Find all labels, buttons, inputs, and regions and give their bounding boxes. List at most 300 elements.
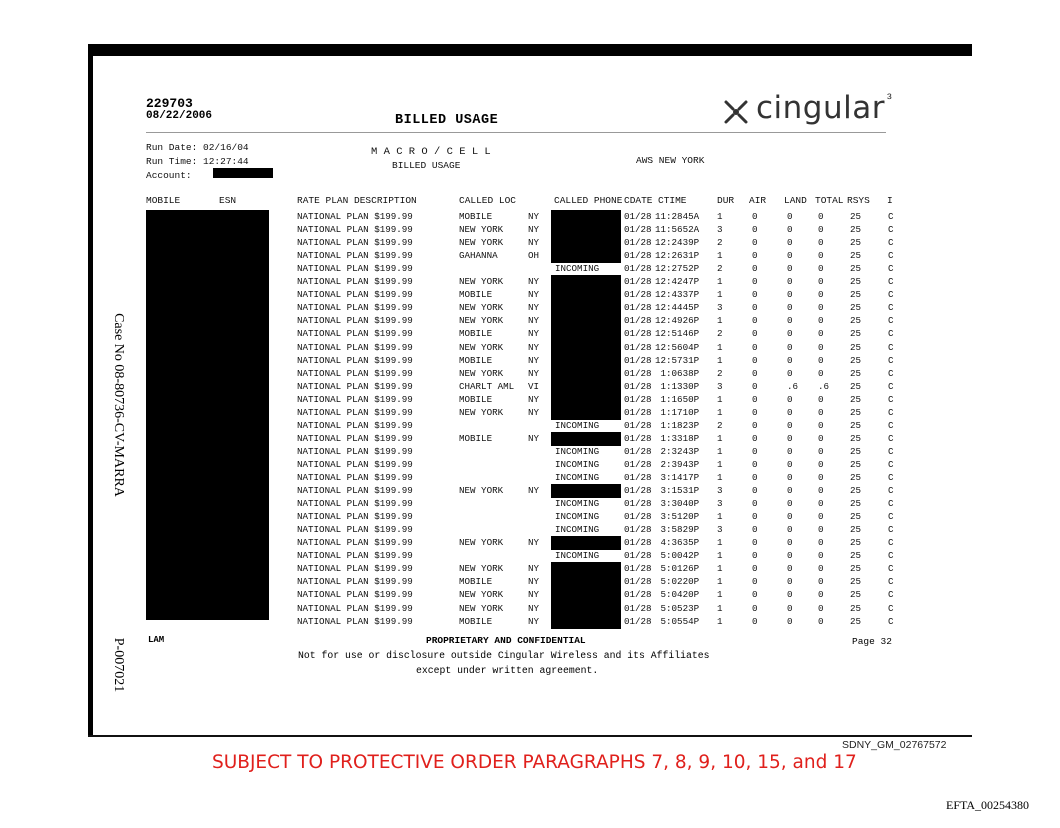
cell-dur: 1 [717,511,723,523]
cell-i: C [888,576,894,588]
cell-dur: 1 [717,406,723,418]
cell-rsys: 25 [850,211,862,222]
cell-dur: 1 [717,432,723,444]
cell-cdate: 01/28 [624,367,652,379]
cell-ctime: 12:2439P [655,237,700,249]
cell-dur: 1 [717,445,723,457]
cell-i: C [888,263,894,275]
cell-rsys: 25 [850,498,862,510]
cell-called-state: NY [528,237,540,249]
efta-number: EFTA_00254380 [946,798,1030,812]
cell-rate-plan: NATIONAL PLAN $199.99 [297,380,413,392]
cell-ctime: 1:1650P [655,393,700,405]
cell-land: 0 [787,615,793,627]
cell-land: 0 [787,354,793,366]
cell-called-loc: NEW YORK [459,367,504,379]
cell-cdate: 01/28 [624,393,652,405]
cell-cdate: 01/28 [624,237,652,249]
cell-ctime: 12:5146P [655,328,700,340]
cell-ctime: 3:1417P [655,472,700,483]
document-title: BILLED USAGE [395,113,499,128]
cell-ctime: 5:0420P [655,589,700,601]
cell-dur: 1 [717,472,723,483]
cell-air: 0 [752,445,758,457]
cell-rsys: 25 [850,237,862,249]
cell-called-loc: NEW YORK [459,406,504,418]
cell-ctime: 3:5120P [655,511,700,523]
cell-i: C [888,237,894,249]
cell-called-loc: NEW YORK [459,602,504,614]
cell-called-state: NY [528,537,540,549]
cell-land: 0 [787,211,793,222]
cell-land: 0 [787,250,793,262]
cell-rsys: 25 [850,432,862,444]
cell-land: 0 [787,328,793,340]
cell-ctime: 12:5604P [655,341,700,353]
called-phone-redaction [551,484,621,498]
cell-rsys: 25 [850,341,862,353]
cell-ctime: 3:5829P [655,524,700,536]
cell-cdate: 01/28 [624,602,652,614]
cell-air: 0 [752,250,758,262]
col-total: TOTAL [815,195,844,206]
cell-rsys: 25 [850,250,862,262]
cell-dur: 1 [717,615,723,627]
cell-rsys: 25 [850,276,862,288]
cell-rsys: 25 [850,458,862,470]
called-phone-redaction [551,314,621,328]
cell-called-state: NY [528,354,540,366]
cell-rate-plan: NATIONAL PLAN $199.99 [297,419,413,431]
cell-air: 0 [752,328,758,340]
cell-air: 0 [752,263,758,275]
cell-dur: 3 [717,485,723,497]
cell-cdate: 01/28 [624,498,652,510]
cell-dur: 1 [717,550,723,562]
cell-cdate: 01/28 [624,250,652,262]
cell-air: 0 [752,367,758,379]
cell-i: C [888,224,894,236]
cell-total: 0 [818,289,824,301]
confidential-line-2: except under written agreement. [416,665,599,676]
col-land: LAND [784,195,807,206]
cell-rate-plan: NATIONAL PLAN $199.99 [297,511,413,523]
cell-ctime: 11:2845A [655,211,700,222]
cell-air: 0 [752,302,758,314]
cell-called-state: NY [528,576,540,588]
cell-rate-plan: NATIONAL PLAN $199.99 [297,576,413,588]
cell-rsys: 25 [850,524,862,536]
col-rsys: RSYS [847,195,870,206]
cell-rate-plan: NATIONAL PLAN $199.99 [297,550,413,562]
cell-i: C [888,472,894,483]
cell-ctime: 1:0638P [655,367,700,379]
cell-total: 0 [818,276,824,288]
cell-i: C [888,511,894,523]
cell-air: 0 [752,458,758,470]
cell-dur: 1 [717,589,723,601]
cell-i: C [888,354,894,366]
cell-cdate: 01/28 [624,524,652,536]
header-rule [146,132,886,133]
cell-air: 0 [752,289,758,301]
cell-i: C [888,485,894,497]
called-phone-redaction [551,223,621,237]
cell-rsys: 25 [850,602,862,614]
cell-i: C [888,211,894,222]
called-phone-redaction [551,536,621,550]
cell-ctime: 5:0554P [655,615,700,627]
called-phone-redaction [551,327,621,341]
col-called-phone: CALLED PHONE [554,195,623,206]
cell-called-loc: NEW YORK [459,224,504,236]
scan-left-border [88,44,93,737]
logo-wordmark: cingular [756,90,885,126]
cell-i: C [888,315,894,327]
called-phone-redaction [551,341,621,355]
cell-land: 0 [787,302,793,314]
cell-total: 0 [818,445,824,457]
cell-called-state: NY [528,563,540,575]
cell-air: 0 [752,276,758,288]
market-name: AWS NEW YORK [636,155,705,166]
cell-dur: 2 [717,263,723,275]
cell-rate-plan: NATIONAL PLAN $199.99 [297,458,413,470]
cell-called-state: NY [528,485,540,497]
cell-land: 0 [787,537,793,549]
scan-bottom-border [88,735,972,737]
cell-dur: 1 [717,602,723,614]
cell-total: 0 [818,550,824,562]
cell-land: 0 [787,472,793,483]
cell-total: 0 [818,576,824,588]
cell-cdate: 01/28 [624,289,652,301]
cingular-logo [722,90,892,126]
cell-i: C [888,250,894,262]
cell-cdate: 01/28 [624,315,652,327]
scan-top-border [88,44,972,56]
cell-dur: 1 [717,289,723,301]
cell-rate-plan: NATIONAL PLAN $199.99 [297,524,413,536]
cell-land: .6 [787,380,799,392]
cell-air: 0 [752,576,758,588]
cell-dur: 2 [717,419,723,431]
cell-land: 0 [787,498,793,510]
cell-rsys: 25 [850,380,862,392]
cell-called-loc: MOBILE [459,393,493,405]
cell-dur: 1 [717,211,723,222]
cell-rate-plan: NATIONAL PLAN $199.99 [297,485,413,497]
cell-air: 0 [752,224,758,236]
cell-called-loc: NEW YORK [459,302,504,314]
cell-i: C [888,328,894,340]
col-mobile: MOBILE [146,195,181,206]
cell-dur: 1 [717,576,723,588]
cell-land: 0 [787,602,793,614]
cell-cdate: 01/28 [624,472,652,483]
cell-rate-plan: NATIONAL PLAN $199.99 [297,498,413,510]
cell-called-loc: CHARLT AML [459,380,515,392]
cell-ctime: 1:3318P [655,432,700,444]
cell-total: 0 [818,263,824,275]
cell-dur: 2 [717,367,723,379]
cell-cdate: 01/28 [624,380,652,392]
cell-rsys: 25 [850,289,862,301]
cell-called-phone: INCOMING [555,498,600,510]
page-number: Page 32 [852,636,892,647]
exhibit-number: P-007021 [111,637,126,693]
cell-land: 0 [787,550,793,562]
cell-called-state: NY [528,589,540,601]
cell-total: 0 [818,472,824,483]
cell-rsys: 25 [850,472,862,483]
cell-total: 0 [818,537,824,549]
cell-called-phone: INCOMING [555,419,600,431]
cell-cdate: 01/28 [624,406,652,418]
cell-total: 0 [818,367,824,379]
cell-total: 0 [818,563,824,575]
cell-ctime: 12:2752P [655,263,700,275]
cell-i: C [888,302,894,314]
cell-total: 0 [818,354,824,366]
cell-i: C [888,289,894,301]
cell-rsys: 25 [850,263,862,275]
cell-called-loc: NEW YORK [459,276,504,288]
cell-called-phone: INCOMING [555,445,600,457]
called-phone-redaction [551,249,621,263]
confidential-title: PROPRIETARY AND CONFIDENTIAL [426,635,586,646]
cell-called-state: VI [528,380,540,392]
cell-ctime: 4:3635P [655,537,700,549]
cell-rate-plan: NATIONAL PLAN $199.99 [297,263,413,275]
cell-called-phone: INCOMING [555,524,600,536]
cell-land: 0 [787,276,793,288]
cell-dur: 1 [717,250,723,262]
run-date: Run Date: 02/16/04 [146,142,249,153]
called-phone-redaction [551,354,621,368]
called-phone-redaction [551,562,621,576]
cell-i: C [888,432,894,444]
confidential-line-1: Not for use or disclosure outside Cingular Wireless and its Affiliates [298,650,710,661]
cell-cdate: 01/28 [624,211,652,222]
cell-dur: 3 [717,524,723,536]
cell-i: C [888,445,894,457]
cell-ctime: 12:2631P [655,250,700,262]
called-phone-redaction [551,301,621,315]
cell-ctime: 12:4337P [655,289,700,301]
called-phone-redaction [551,575,621,589]
col-dur: DUR [717,195,735,206]
cell-dur: 2 [717,328,723,340]
cell-called-loc: NEW YORK [459,237,504,249]
cell-rsys: 25 [850,419,862,431]
cell-ctime: 3:3040P [655,498,700,510]
cell-rsys: 25 [850,589,862,601]
cell-called-state: NY [528,224,540,236]
cell-air: 0 [752,615,758,627]
cell-rate-plan: NATIONAL PLAN $199.99 [297,393,413,405]
cell-air: 0 [752,537,758,549]
cell-air: 0 [752,315,758,327]
cell-i: C [888,550,894,562]
cell-land: 0 [787,524,793,536]
cell-air: 0 [752,472,758,483]
cell-called-phone: INCOMING [555,550,600,562]
cell-i: C [888,563,894,575]
account-redaction [213,168,273,178]
cell-cdate: 01/28 [624,511,652,523]
cell-total: 0 [818,498,824,510]
cell-rate-plan: NATIONAL PLAN $199.99 [297,250,413,262]
cell-air: 0 [752,237,758,249]
cell-rsys: 25 [850,224,862,236]
called-phone-redaction [551,432,621,446]
cell-called-loc: MOBILE [459,576,493,588]
cell-i: C [888,406,894,418]
cell-total: 0 [818,237,824,249]
cell-cdate: 01/28 [624,419,652,431]
cell-total: 0 [818,524,824,536]
cell-cdate: 01/28 [624,537,652,549]
cell-rsys: 25 [850,537,862,549]
cell-total: 0 [818,485,824,497]
cell-called-loc: MOBILE [459,289,493,301]
cell-ctime: 12:4445P [655,302,700,314]
cell-i: C [888,341,894,353]
protective-order-notice: SUBJECT TO PROTECTIVE ORDER PARAGRAPHS 7, 8, 9, 10, 15, and 17 [212,752,857,773]
cell-total: .6 [818,380,830,392]
cell-cdate: 01/28 [624,445,652,457]
cell-dur: 3 [717,224,723,236]
cell-called-loc: NEW YORK [459,563,504,575]
cell-dur: 2 [717,237,723,249]
col-called-loc: CALLED LOC [459,195,517,206]
cell-i: C [888,367,894,379]
cell-called-state: NY [528,302,540,314]
cell-air: 0 [752,393,758,405]
called-phone-redaction [551,393,621,407]
cell-land: 0 [787,341,793,353]
cell-rsys: 25 [850,615,862,627]
cell-air: 0 [752,354,758,366]
cell-ctime: 12:4247P [655,276,700,288]
cell-i: C [888,393,894,405]
called-phone-redaction [551,406,621,420]
cell-rsys: 25 [850,563,862,575]
cell-rate-plan: NATIONAL PLAN $199.99 [297,367,413,379]
cell-rate-plan: NATIONAL PLAN $199.99 [297,341,413,353]
bates-number: SDNY_GM_02767572 [842,739,947,751]
cell-rsys: 25 [850,550,862,562]
cell-rate-plan: NATIONAL PLAN $199.99 [297,211,413,222]
cell-cdate: 01/28 [624,276,652,288]
cell-rate-plan: NATIONAL PLAN $199.99 [297,289,413,301]
cell-called-phone: INCOMING [555,458,600,470]
cell-ctime: 5:0220P [655,576,700,588]
cell-cdate: 01/28 [624,432,652,444]
cell-i: C [888,589,894,601]
called-phone-redaction [551,588,621,602]
cell-called-state: NY [528,341,540,353]
cell-cdate: 01/28 [624,263,652,275]
cell-called-loc: MOBILE [459,211,493,222]
cell-land: 0 [787,406,793,418]
cell-land: 0 [787,393,793,405]
cell-cdate: 01/28 [624,302,652,314]
cell-i: C [888,380,894,392]
cell-land: 0 [787,511,793,523]
cell-called-state: NY [528,367,540,379]
col-rate-plan: RATE PLAN DESCRIPTION [297,195,417,206]
called-phone-redaction [551,367,621,381]
cell-land: 0 [787,458,793,470]
footer-lam: LAM [148,635,165,645]
cell-called-state: NY [528,276,540,288]
cell-rate-plan: NATIONAL PLAN $199.99 [297,354,413,366]
cell-rsys: 25 [850,315,862,327]
cell-air: 0 [752,524,758,536]
cell-air: 0 [752,498,758,510]
cell-rsys: 25 [850,354,862,366]
cell-called-loc: NEW YORK [459,315,504,327]
cell-total: 0 [818,419,824,431]
cell-air: 0 [752,511,758,523]
cell-rate-plan: NATIONAL PLAN $199.99 [297,276,413,288]
cell-i: C [888,276,894,288]
cell-dur: 1 [717,276,723,288]
cell-air: 0 [752,485,758,497]
col-i: I [887,195,893,206]
cell-air: 0 [752,602,758,614]
cell-total: 0 [818,602,824,614]
cell-called-loc: MOBILE [459,432,493,444]
cell-called-loc: NEW YORK [459,341,504,353]
cell-land: 0 [787,263,793,275]
cell-land: 0 [787,563,793,575]
cell-dur: 1 [717,393,723,405]
cell-rsys: 25 [850,393,862,405]
cell-called-phone: INCOMING [555,511,600,523]
cell-ctime: 5:0523P [655,602,700,614]
cell-total: 0 [818,211,824,222]
cell-cdate: 01/28 [624,354,652,366]
cell-total: 0 [818,328,824,340]
cell-total: 0 [818,458,824,470]
cell-land: 0 [787,432,793,444]
cell-rsys: 25 [850,445,862,457]
cell-ctime: 5:0126P [655,563,700,575]
cell-ctime: 2:3243P [655,445,700,457]
cell-total: 0 [818,406,824,418]
cell-rate-plan: NATIONAL PLAN $199.99 [297,615,413,627]
cell-cdate: 01/28 [624,458,652,470]
cell-air: 0 [752,341,758,353]
called-phone-redaction [551,236,621,250]
cell-air: 0 [752,380,758,392]
cell-rsys: 25 [850,511,862,523]
cell-called-state: NY [528,289,540,301]
cell-ctime: 1:1823P [655,419,700,431]
cell-rsys: 25 [850,328,862,340]
called-phone-redaction [551,288,621,302]
cell-called-state: NY [528,211,540,222]
cell-rsys: 25 [850,485,862,497]
cell-dur: 1 [717,341,723,353]
cell-air: 0 [752,550,758,562]
cell-rsys: 25 [850,406,862,418]
called-phone-redaction [551,275,621,289]
cell-called-state: NY [528,328,540,340]
